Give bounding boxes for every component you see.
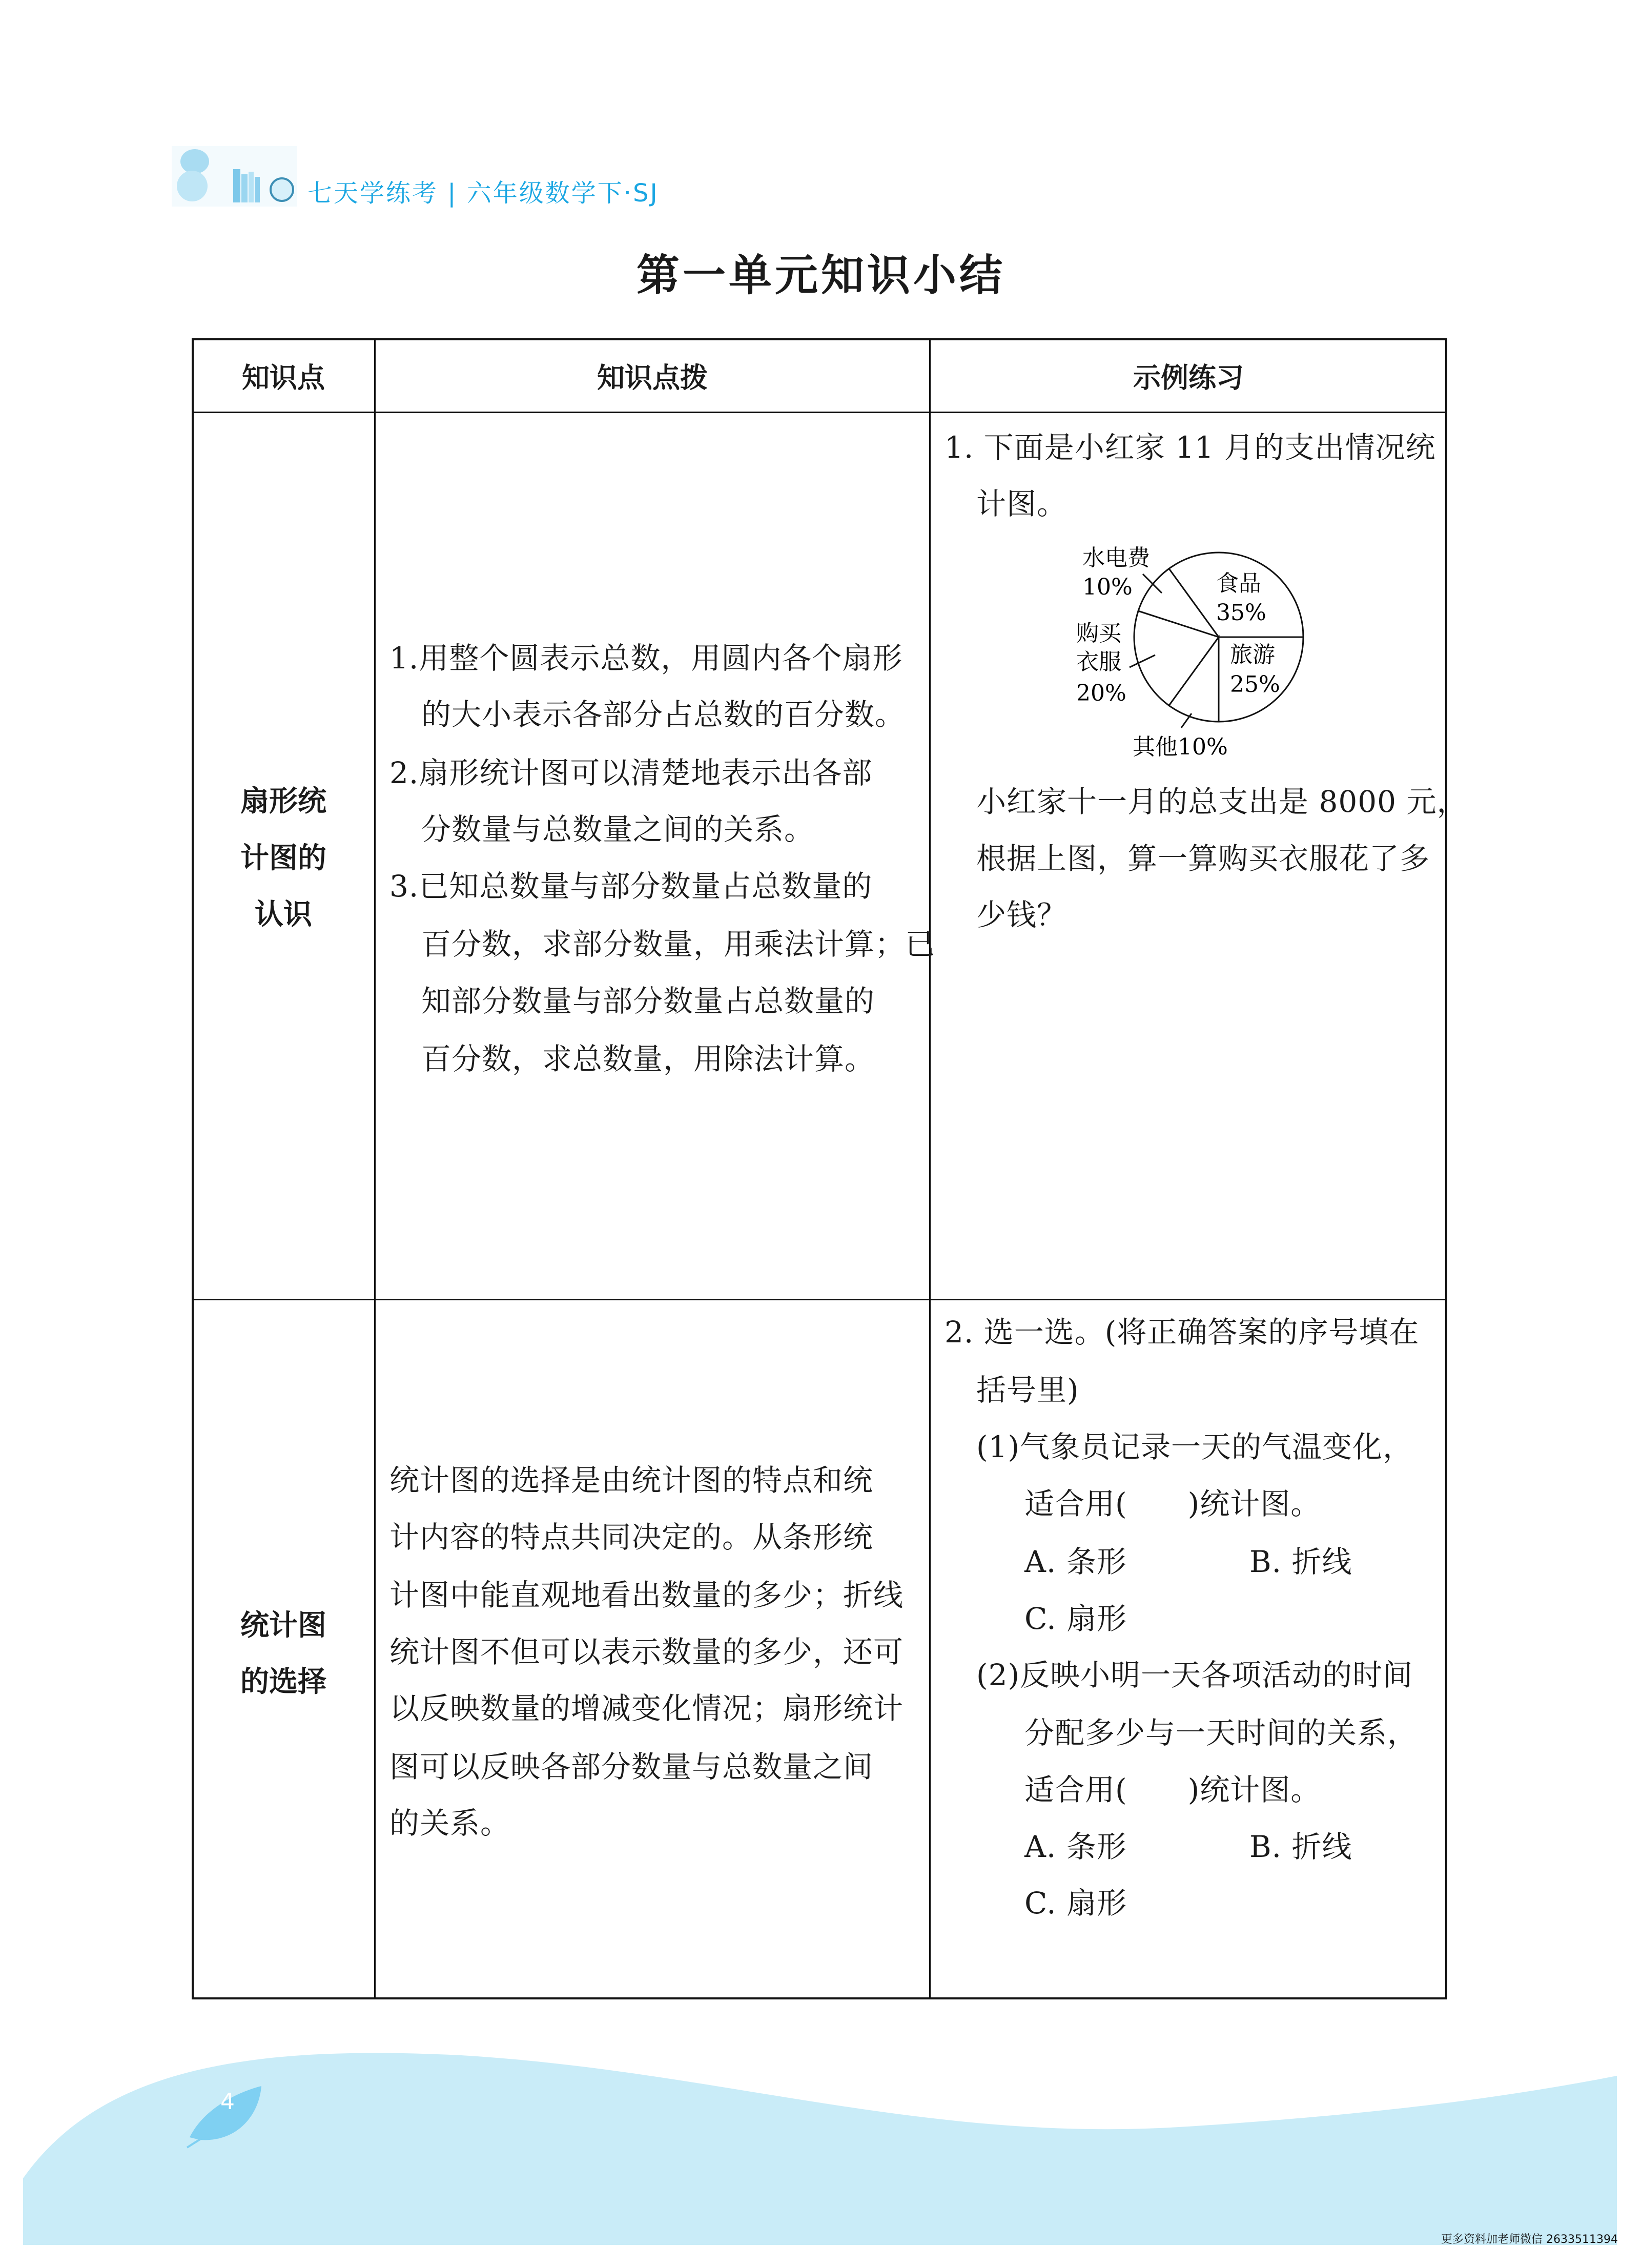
sub-question-1: (1)气象员记录一天的气温变化， — [976, 1429, 1413, 1464]
topic-label: 的选择 — [240, 1665, 326, 1699]
point-line: 分数量与总数量之间的关系。 — [421, 812, 815, 847]
series-logo — [172, 146, 297, 207]
example-question-2: 2. 选一选。(将正确答案的序号填在 — [945, 1315, 1420, 1350]
page-number: 4 — [220, 2089, 235, 2115]
sub-question-2-cont: 适合用( )统计图。 — [1024, 1772, 1321, 1807]
topic-label: 计图的 — [240, 842, 326, 875]
slice-pct-travel: 25% — [1230, 671, 1280, 698]
other-label: 其他 — [1133, 734, 1178, 760]
point-line: 百分数，求总数量，用除法计算。 — [421, 1041, 875, 1076]
slice-label-utilities: 水电费 — [1082, 545, 1150, 571]
point-line: 2.扇形统计图可以清楚地表示出各部 — [389, 755, 873, 790]
point-line: 以反映数量的增减变化情况；扇形统计 — [389, 1691, 904, 1726]
footnote: 更多资料加老师微信 2633511394 — [1441, 2233, 1618, 2246]
slice-label-travel: 旅游 — [1230, 642, 1275, 668]
slice-pct-clothes: 20% — [1076, 680, 1126, 706]
footer-wave — [0, 2025, 1642, 2268]
book-name: 六年级数学下·SJ — [466, 179, 659, 208]
sub-question-2: (2)反映小明一天各项活动的时间 — [976, 1658, 1413, 1692]
point-line: 图可以反映各部分数量与总数量之间 — [389, 1749, 874, 1784]
header-breadcrumb — [307, 173, 659, 209]
expense-pie-chart — [1056, 528, 1343, 774]
option-b: B. 折线 — [1249, 1829, 1352, 1864]
example-text: 小红家十一月的总支出是 8000 元， — [976, 784, 1467, 819]
page-title: 第一单元知识小结 — [636, 250, 1005, 300]
header-divider — [192, 412, 1447, 413]
option-a: A. 条形 — [1024, 1544, 1127, 1579]
point-line: 统计图的选择是由统计图的特点和统 — [389, 1463, 874, 1498]
example-question-2-cont: 括号里) — [976, 1373, 1079, 1407]
example-text: 根据上图，算一算购买衣服花了多 — [976, 841, 1430, 876]
option-b: B. 折线 — [1249, 1544, 1352, 1579]
slice-pct-food: 35% — [1216, 600, 1266, 626]
point-line: 百分数，求部分数量，用乘法计算；已 — [421, 927, 936, 962]
row-divider — [192, 1299, 1447, 1300]
column-divider — [929, 338, 931, 1999]
column-header-example: 示例练习 — [1133, 361, 1244, 394]
point-line: 统计图不但可以表示数量的多少，还可 — [389, 1634, 904, 1669]
topic-label: 认识 — [255, 898, 312, 931]
column-divider — [374, 338, 376, 1999]
point-line: 3.已知总数量与部分数量占总数量的 — [389, 869, 873, 904]
topic-label: 统计图 — [240, 1609, 326, 1642]
point-line: 计图中能直观地看出数量的多少；折线 — [389, 1578, 904, 1612]
slice-label-clothes: 衣服 — [1076, 649, 1121, 675]
slice-label-clothes: 购买 — [1076, 620, 1121, 646]
column-header-topic: 知识点 — [242, 361, 325, 394]
example-question-1-cont: 计图。 — [976, 486, 1068, 521]
example-question-1: 1. 下面是小红家 11 月的支出情况统 — [945, 430, 1436, 465]
bear-books-logo-icon — [172, 146, 297, 207]
point-line: 的大小表示各部分占总数的百分数。 — [421, 697, 906, 732]
option-c: C. 扇形 — [1024, 1886, 1127, 1920]
option-c: C. 扇形 — [1024, 1601, 1127, 1636]
header-separator: | — [447, 179, 458, 208]
example-text: 少钱？ — [976, 897, 1068, 932]
option-a: A. 条形 — [1024, 1829, 1127, 1864]
column-header-points: 知识点拨 — [597, 361, 708, 394]
topic-label: 扇形统 — [240, 785, 326, 818]
point-line: 1.用整个圆表示总数，用圆内各个扇形 — [389, 641, 903, 676]
sub-question-2-cont: 分配多少与一天时间的关系， — [1024, 1715, 1418, 1750]
sub-question-1-cont: 适合用( )统计图。 — [1024, 1486, 1321, 1521]
point-line: 的关系。 — [389, 1806, 511, 1841]
slice-label-food: 食品 — [1216, 570, 1261, 597]
point-line: 知部分数量与部分数量占总数量的 — [421, 984, 875, 1018]
other-pct: 10% — [1178, 734, 1228, 760]
slice-pct-utilities: 10% — [1082, 574, 1133, 600]
series-name: 七天学练考 — [307, 179, 439, 208]
slice-label-other — [1133, 734, 1228, 760]
point-line: 计内容的特点共同决定的。从条形统 — [389, 1520, 874, 1555]
